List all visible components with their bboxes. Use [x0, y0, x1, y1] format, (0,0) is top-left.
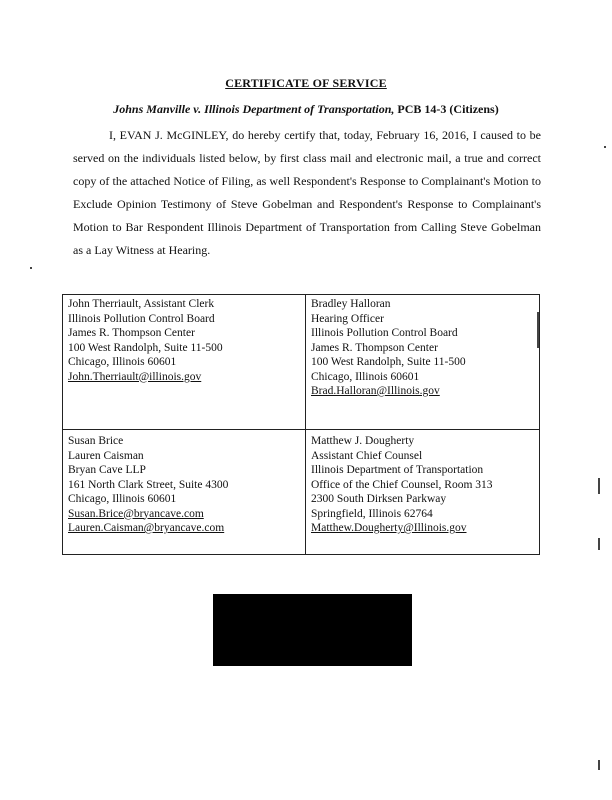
recipient-address-line: Illinois Pollution Control Board — [311, 327, 458, 339]
recipient-address-line: Hearing Officer — [311, 312, 384, 325]
recipient-address-line: 100 West Randolph, Suite 11-500 — [311, 356, 466, 368]
scan-artifact — [598, 478, 600, 494]
case-number: PCB 14-3 (Citizens) — [394, 102, 499, 116]
recipient-email-link[interactable]: Matthew.Dougherty@Illinois.gov — [311, 522, 467, 534]
recipient-cell-bottom-right — [306, 430, 540, 555]
recipient-cell-bottom-left — [63, 430, 306, 555]
recipient-address-line: Matthew J. Dougherty — [311, 435, 415, 447]
recipient-address-line: Susan Brice — [68, 435, 124, 447]
certification-text: I, EVAN J. McGINLEY, do hereby certify that, today, February 16, 2016, I caused to be served on the individuals listed below, by first class mail and electronic mail, a true and correct copy of the attached Notice of Filing, as well Respondent's Response to Complainant's Motion to Exclude Opinion Testimony of Steve Gobelman and Respondent's Response to Complainant's Motion to Bar Respondent Illinois Department of Transportation from Calling Steve Gobelman as a Lay Witness at Hearing. — [73, 128, 541, 257]
recipient-address-line: Illinois Department of Transportation — [311, 464, 484, 476]
recipient-address-line: Bryan Cave LLP — [68, 464, 146, 476]
recipient-email-link[interactable]: Susan.Brice@bryancave.com — [68, 507, 204, 520]
scan-artifact — [598, 538, 600, 550]
recipient-address-line: Springfield, Illinois 62764 — [311, 507, 433, 520]
recipient-email-link[interactable]: John.Therriault@illinois.gov — [68, 370, 202, 383]
recipient-address-line: Illinois Pollution Control Board — [68, 312, 215, 325]
scan-artifact — [598, 760, 600, 770]
recipient-cell-top-right — [306, 295, 540, 430]
recipient-address-line: Bradley Halloran — [311, 298, 391, 310]
recipient-address-line: James R. Thompson Center — [311, 341, 438, 354]
recipient-email-link[interactable]: Brad.Halloran@Illinois.gov — [311, 385, 440, 397]
service-list-table — [62, 294, 540, 555]
certificate-title: CERTIFICATE OF SERVICE — [225, 76, 387, 90]
recipient-address-line: Chicago, Illinois 60601 — [311, 370, 420, 383]
recipient-address-line: Assistant Chief Counsel — [311, 449, 423, 462]
case-caption — [0, 102, 612, 117]
recipient-address-line: James R. Thompson Center — [68, 327, 195, 339]
recipient-address-line: John Therriault, Assistant Clerk — [68, 298, 215, 310]
certification-paragraph — [73, 124, 541, 262]
recipient-address-line: 100 West Randolph, Suite 11-500 — [68, 341, 223, 354]
service-list-row — [63, 295, 540, 430]
recipient-address-line: Lauren Caisman — [68, 449, 144, 462]
recipient-email-link[interactable]: Lauren.Caisman@bryancave.com — [68, 522, 225, 534]
scan-artifact — [604, 146, 606, 148]
recipient-cell-top-left — [63, 295, 306, 430]
redacted-signature-block — [213, 594, 412, 666]
recipient-address-line: Chicago, Illinois 60601 — [68, 493, 177, 505]
scan-artifact — [537, 312, 539, 348]
recipient-address-line: 2300 South Dirksen Parkway — [311, 493, 447, 505]
recipient-address-line: 161 North Clark Street, Suite 4300 — [68, 478, 229, 491]
scan-artifact — [30, 267, 32, 269]
service-list-row — [63, 430, 540, 555]
recipient-address-line: Office of the Chief Counsel, Room 313 — [311, 478, 493, 491]
case-name: Johns Manville v. Illinois Department of Transportation, — [113, 102, 395, 116]
recipient-address-line: Chicago, Illinois 60601 — [68, 356, 177, 368]
